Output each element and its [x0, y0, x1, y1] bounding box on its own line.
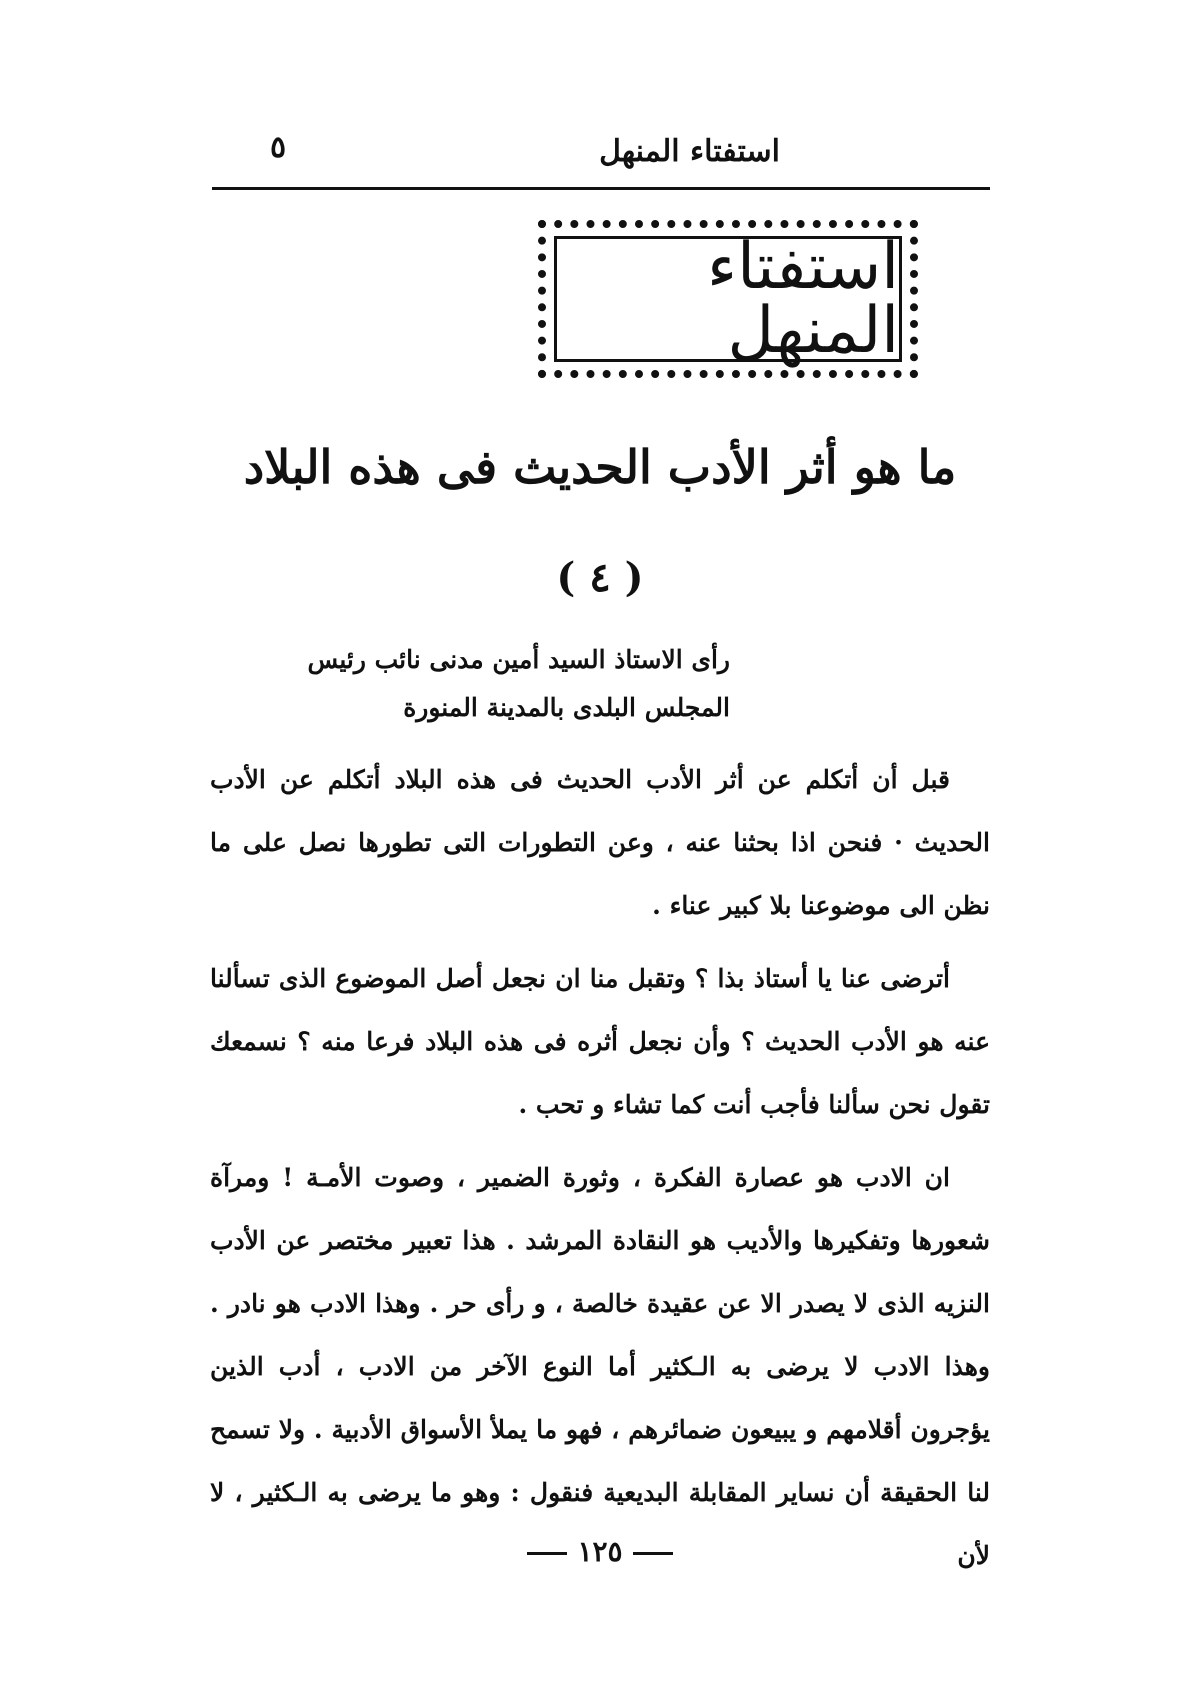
running-page-number: ٥ — [270, 130, 287, 165]
running-header — [210, 128, 990, 178]
paragraph: قبل أن أتكلم عن أثر الأدب الحديث فى هذه البلاد أتكلم عن الأدب الحديث · فنحن اذا بحثنا عنه ، وعن التطورات التى تطورها نصل على ما نظن الى موضوعنا بلا كبير عناء . — [210, 765, 990, 920]
header-rule — [212, 187, 990, 190]
paragraph: أترضى عنا يا أستاذ بذا ؟ وتقبل منا ان نجعل أصل الموضوع الذى تسألنا عنه هو الأدب الحديث ؟ وأن نجعل أثره فى هذه البلاد فرعا منه ؟ نسمعك تقول نحن سألنا فأجب أنت كما تشاء و تحب . — [210, 964, 990, 1119]
article-body — [210, 748, 990, 1597]
byline — [307, 636, 730, 732]
folio — [210, 1535, 990, 1568]
byline-line: المجلس البلدى بالمدينة المنورة — [403, 693, 730, 722]
section-title: استفتاء المنهل — [707, 230, 899, 368]
part-number: ( ٤ ) — [556, 554, 644, 601]
paragraph: ان الادب هو عصارة الفكرة ، وثورة الضمير ، وصوت الأمـة ! ومرآة شعورها وتفكيرها والأديب هو النقادة المرشد . هذا تعبير مختصر عن الأدب النزيه الذى لا يصدر الا عن عقيدة خالصة ، و رأى حر . وهذا الادب هو نادر . وهذا الادب لا يرضى به الـكثير أما النوع الآخر من الادب ، أدب الذين يؤجرون أقلامهم و يبيعون ضمائرهم ، فهو ما يملأ الأسواق الأدبية . ولا تسمح لنا الحقيقة أن نساير المقابلة البديعية فنقول : وهو ما يرضى به الـكثير ، لا لأن — [210, 1163, 990, 1570]
article-heading: ما هو أثر الأدب الحديث فى هذه البلاد — [243, 440, 957, 494]
byline-line: رأى الاستاذ السيد أمين مدنى نائب رئيس — [307, 645, 730, 674]
section-title-box — [538, 220, 918, 378]
folio-dash — [633, 1552, 673, 1555]
folio-number: ١٢٥ — [577, 1535, 623, 1568]
folio-dash — [527, 1552, 567, 1555]
running-title: استفتاء المنهل — [599, 134, 780, 169]
section-title-frame — [554, 230, 902, 368]
